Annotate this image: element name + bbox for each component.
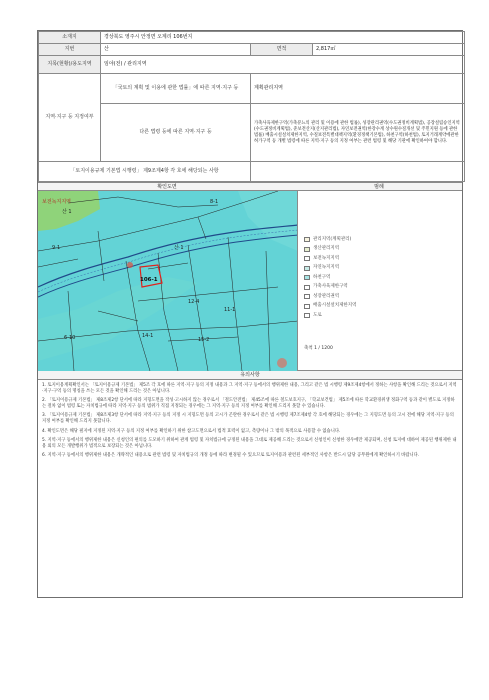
legend-swatch bbox=[304, 237, 310, 242]
legend-panel bbox=[298, 191, 462, 370]
notes-body bbox=[38, 380, 462, 465]
map-title: 확인도면 bbox=[157, 184, 177, 190]
legend-swatch bbox=[304, 247, 310, 252]
legend-label: 보전녹지지역 bbox=[313, 255, 340, 261]
map-label-parcel-b: 산 1 bbox=[62, 209, 72, 215]
legend-swatch bbox=[304, 294, 310, 299]
map-label-parcel-j: 산 1 bbox=[174, 245, 184, 251]
map-label-parcel-f: 12-4 bbox=[188, 299, 200, 305]
map-label-parcel-i: 6-10 bbox=[64, 335, 76, 341]
map-scale: 축척 1 / 1200 bbox=[304, 345, 333, 351]
legend-item bbox=[304, 283, 462, 293]
legend-swatch bbox=[304, 304, 310, 309]
note-paragraph: 3. 「토지이용규제 기본법」 제8조제3항 단서에 따라 지역·지구 등의 지정 시 지형도면 등의 고시가 곤란한 경우로서 같은 법 시행령 제7조제4항 각 호에 해당되는 경우에는 그 지형도면 등의 고시 전에 해당 지역·지구 등의 지정 여부를 확인해 드리지 못합니다. bbox=[42, 413, 454, 425]
zoning-sub2-value: 가축사육제한구역(가축분뇨의 관리 및 이용에 관한 법률), 성장관리권역(수도권정비계획법), 공장설립승인지역(수도권정비계획법), 준보전산지(산지관리법), 자연보전권역(한강수계 상수원수질개선 및 주민지원 등에 관한 법률) 배출시설설치제한지역, 수질보전특별대책지역(환경정책기본법), 하천구역(하천법), 토지거래계약에관한허가구역 등 개별 법령에 따른 지역·지구 등의 지정 여부는 관련 법령 및 해당 기관에 확인하여야 합니다. bbox=[251, 104, 465, 162]
legend-label: 생산관리지역 bbox=[313, 246, 340, 252]
legend-label: 성장관리권역 bbox=[313, 293, 340, 299]
legend-item bbox=[304, 245, 462, 255]
lot-label: 지번 bbox=[39, 44, 101, 56]
address-label: 소재지 bbox=[39, 32, 101, 44]
land-category-value: 임야(전) / 관리지역 bbox=[101, 56, 465, 74]
legend-swatch bbox=[304, 285, 310, 290]
zoning-sub1-value: 계획관리지역 bbox=[251, 74, 465, 104]
notes-title: 유의사항 bbox=[240, 372, 260, 378]
legend-item bbox=[304, 292, 462, 302]
note-paragraph: 2. 「토지이용규제 기본법」 제8조제2항 단서에 따라 지형도면을 작성·고시하지 않는 경우로서 「철도안전법」 제45조에 따른 철도보호지구, 「학교보건법」 제5조에 따른 학교환경위생 정화구역 등과 같이 별도로 지정하는 절차 없이 법령 또는 자치법규에 따라 지역·지구 등의 범위가 직접 지정되는 경우에는 그 지역·지구 등의 지정 여부를 확인해 드리지 못할 수 있습니다. bbox=[42, 398, 455, 410]
area-value: 2,817㎡ bbox=[313, 44, 465, 56]
map-label-parcel-g: 14-1 bbox=[142, 333, 154, 339]
legend-swatch bbox=[304, 266, 310, 271]
note-paragraph: 1. 토지이용계획확인서는 「토지이용규제 기본법」 제5조 각 호에 따른 지역·지구 등의 지정 내용과 그 지역·지구 등에서의 행위제한 내용, 그리고 같은 법 시행령 제9조제4항에서 정하는 사항을 확인해 드리는 것으로서 지역·지구·구역 등의 명칭을 쓰는 모든 것을 확인해 드리는 것은 아닙니다. bbox=[42, 383, 457, 395]
map-label-parcel-c: 8-1 bbox=[210, 199, 219, 205]
map-label-parcel-d: 9-1 bbox=[52, 245, 61, 251]
land-category-label: 지목(현황)/용도지역 bbox=[39, 56, 101, 74]
notes-header bbox=[38, 371, 462, 380]
legend-item bbox=[304, 273, 462, 283]
note-paragraph: 4. 확인도면은 해당 필지에 지정된 지역·지구 등의 지정 여부를 확인하기 위한 참고도면으로서 법적 효력이 없고, 측량이나 그 밖의 목적으로 사용할 수 없습니다. bbox=[42, 428, 341, 434]
map-label-target: 106-1 bbox=[140, 277, 158, 283]
legend-label: 자연녹지지역 bbox=[313, 265, 340, 271]
legend-swatch bbox=[304, 256, 310, 261]
legend-item bbox=[304, 254, 462, 264]
document-sheet bbox=[37, 30, 463, 598]
map-section-header bbox=[38, 182, 462, 191]
legend-item bbox=[304, 235, 462, 245]
map-label-parcel-a: 보전녹지지역 bbox=[42, 199, 71, 205]
zoning-sub1-label: 「국토의 계획 및 이용에 관한 법률」에 따른 지역·지구 등 bbox=[101, 74, 251, 104]
note-paragraph: 5. 지역·지구 등에서의 행위제한 내용은 신청인의 편의를 도모하기 위하여 관계 법령 및 자치법규에 규정된 내용을 그대로 제공해 드리는 것으로서 신청인이 신청한 경우에만 제공되며, 신청 토지에 대하여 제공된 행위제한 내용 외의 모든 개발행위가 법적으로 보장되는 것은 아닙니다. bbox=[42, 437, 457, 449]
legend-label: 배출시설설치제한지역 bbox=[313, 303, 357, 309]
map-svg bbox=[38, 191, 298, 371]
legend-label: 도로 bbox=[313, 312, 322, 318]
map-row bbox=[38, 191, 462, 371]
zoning-sub2-label: 다른 법령 등에 따른 지역·지구 등 bbox=[101, 104, 251, 162]
legend-title: 범례 bbox=[374, 184, 384, 190]
map-label-parcel-e: 11-1 bbox=[224, 307, 236, 313]
enforcement-decree-label: 「토지이용규제 기본법 시행령」 제9조제4항 각 호에 해당되는 사항 bbox=[39, 162, 251, 182]
note-paragraph: 6. 지역·지구 등에서의 행위제한 내용은 개략적인 내용으로 관련 법령 및 자치법규의 개정 등에 따라 변경될 수 있으므로 토지이용과 관련된 세부적인 사항은 반드시 담당 공무원에게 확인하시기 바랍니다. bbox=[42, 452, 420, 458]
legend-swatch bbox=[304, 275, 310, 280]
legend-swatch bbox=[304, 313, 310, 318]
legend-label: 하천구역 bbox=[313, 274, 331, 280]
zoning-section-label: 지역·지구 등 지정여부 bbox=[39, 74, 101, 162]
legend-item bbox=[304, 302, 462, 312]
area-label: 면적 bbox=[251, 44, 313, 56]
map-label-parcel-h: 15-2 bbox=[198, 337, 210, 343]
enforcement-decree-value bbox=[251, 162, 465, 182]
legend-label: 가축사육제한구역 bbox=[313, 284, 348, 290]
cadastral-map bbox=[38, 191, 298, 371]
legend-item bbox=[304, 311, 462, 321]
info-table bbox=[38, 31, 465, 182]
address-value: 경상북도 영주시 안정면 오계리 106번지 bbox=[101, 32, 465, 44]
legend-item bbox=[304, 264, 462, 274]
legend-label: 관리지역(계획관리) bbox=[313, 236, 352, 242]
lot-value: 산 bbox=[101, 44, 251, 56]
